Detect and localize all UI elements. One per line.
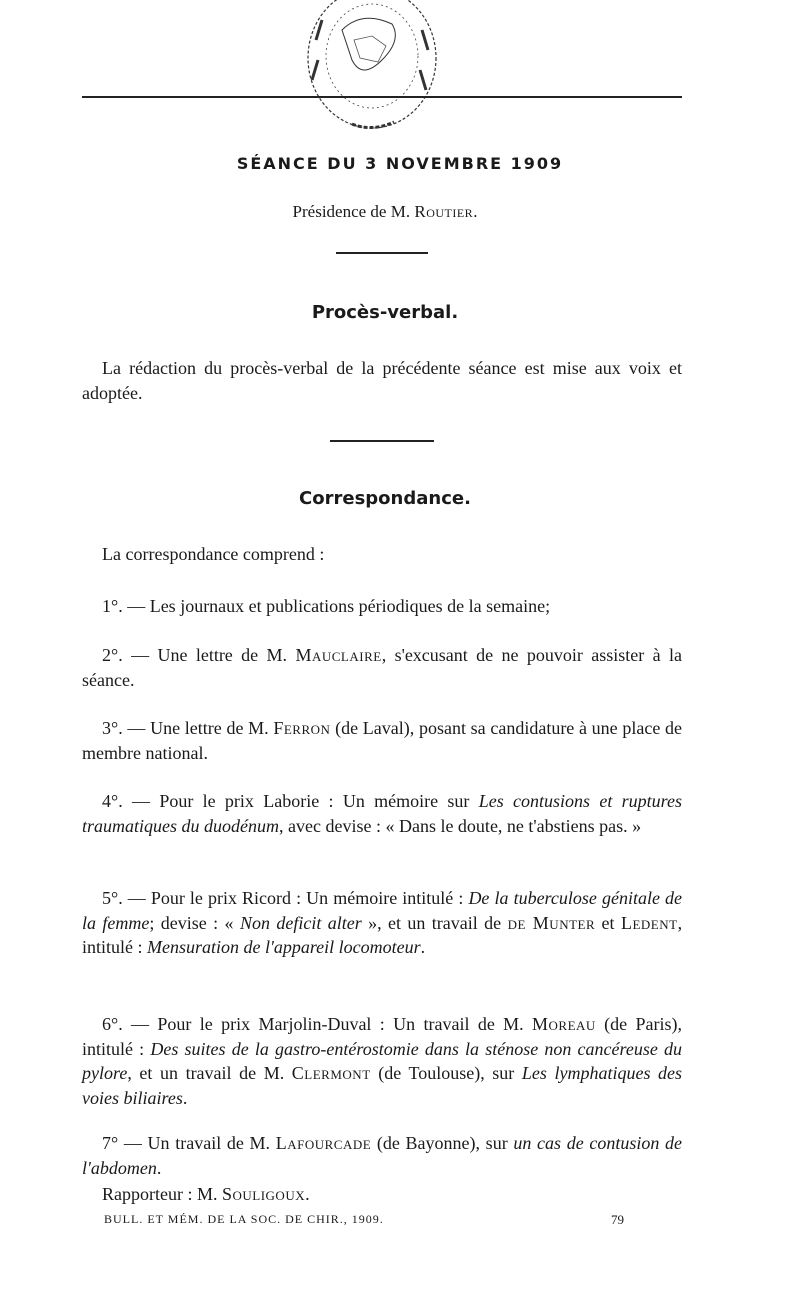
correspondance-heading: Correspondance. <box>299 488 471 509</box>
rapporteur-line <box>82 1182 682 1207</box>
correspondance-intro: La correspondance comprend : <box>102 544 325 564</box>
item-text: , intitulé : <box>82 912 683 957</box>
item-text: , s'excusant de ne pouvoir assister à la séance. <box>82 645 683 690</box>
motto: Non deficit alter <box>239 912 362 933</box>
item-text: . <box>156 1157 162 1178</box>
work-title: Des suites de la gastro-entérostomie dans la sténose non cancéreuse du pylore <box>82 1038 683 1083</box>
person-name: de Munter <box>507 912 596 933</box>
library-stamp <box>302 0 442 140</box>
proces-verbal-heading: Procès-verbal. <box>311 302 459 323</box>
item-text: (de Bayonne), sur <box>376 1133 508 1153</box>
correspondance-item-7 <box>82 1131 682 1180</box>
item-text: », et un travail de <box>368 912 502 933</box>
person-name: Ferron <box>273 718 331 738</box>
item-text: . <box>305 1184 310 1204</box>
work-title: Mensuration de l'appareil locomoteur <box>147 937 421 957</box>
presidence-suffix: . <box>473 202 478 221</box>
item-text: ; devise : « <box>149 912 234 933</box>
proces-verbal-text: La rédaction du procès-verbal de la précédente séance est mise aux voix et adoptée. <box>82 358 682 403</box>
work-title: De la tuberculose génitale de la femme <box>82 888 682 933</box>
person-name: Souligoux <box>221 1184 306 1204</box>
work-title: Les lymphatiques des voies biliaires <box>82 1063 683 1108</box>
work-title: Les contusions et ruptures traumatiques du duodénum <box>82 791 682 836</box>
item-text: 3°. — Une lettre de M. <box>102 718 269 738</box>
person-name: Clermont <box>291 1063 371 1083</box>
item-text: et <box>601 912 615 933</box>
person-name: Ledent <box>620 912 678 933</box>
correspondance-item-1: 1°. — Les journaux et publications périodiques de la semaine; <box>102 596 551 616</box>
president-name: Routier <box>414 202 474 221</box>
item-text: . <box>182 1087 188 1108</box>
section-divider <box>336 252 428 254</box>
item-text: , avec devise : « Dans le doute, ne t'abstiens pas. » <box>279 815 642 836</box>
page-number: 79 <box>611 1212 624 1227</box>
correspondance-item-2 <box>82 643 682 692</box>
item-text: 5°. — Pour le prix Ricord : Un mémoire intitulé : <box>102 888 464 908</box>
item-text: (de Laval), posant sa candidature à une place de membre national. <box>82 718 683 763</box>
work-title: un cas de contusion de l'abdomen <box>82 1133 683 1178</box>
header-rule <box>82 96 682 98</box>
presidence-line <box>0 202 770 222</box>
person-name: Mauclaire <box>295 645 382 665</box>
section-divider <box>330 440 434 442</box>
item-text: 4°. — Pour le prix Laborie : Un mémoire sur <box>102 791 470 811</box>
page-footer <box>104 1212 624 1227</box>
presidence-prefix: Présidence de M. <box>292 202 411 221</box>
session-title: SÉANCE DU 3 NOVEMBRE 1909 <box>236 154 564 173</box>
item-text: (de Paris), intitulé : <box>82 1014 683 1059</box>
correspondance-item-5 <box>82 886 682 960</box>
item-text: , et un travail de M. <box>127 1063 285 1083</box>
person-name: Lafourcade <box>275 1133 372 1153</box>
correspondance-item-6 <box>82 1012 682 1110</box>
correspondance-item-3 <box>82 716 682 765</box>
correspondance-item-4 <box>82 789 682 838</box>
item-text: (de Toulouse), sur <box>378 1063 515 1083</box>
item-text: . <box>420 937 426 957</box>
item-text: 6°. — Pour le prix Marjolin-Duval : Un travail de M. <box>102 1014 524 1034</box>
item-text: 7° — Un travail de M. <box>102 1133 271 1153</box>
item-text: 2°. — Une lettre de M. <box>102 645 288 665</box>
journal-reference: BULL. ET MÉM. DE LA SOC. DE CHIR., 1909. <box>104 1212 384 1226</box>
person-name: Moreau <box>532 1014 596 1034</box>
rapporteur-label: Rapporteur : M. <box>102 1184 218 1204</box>
